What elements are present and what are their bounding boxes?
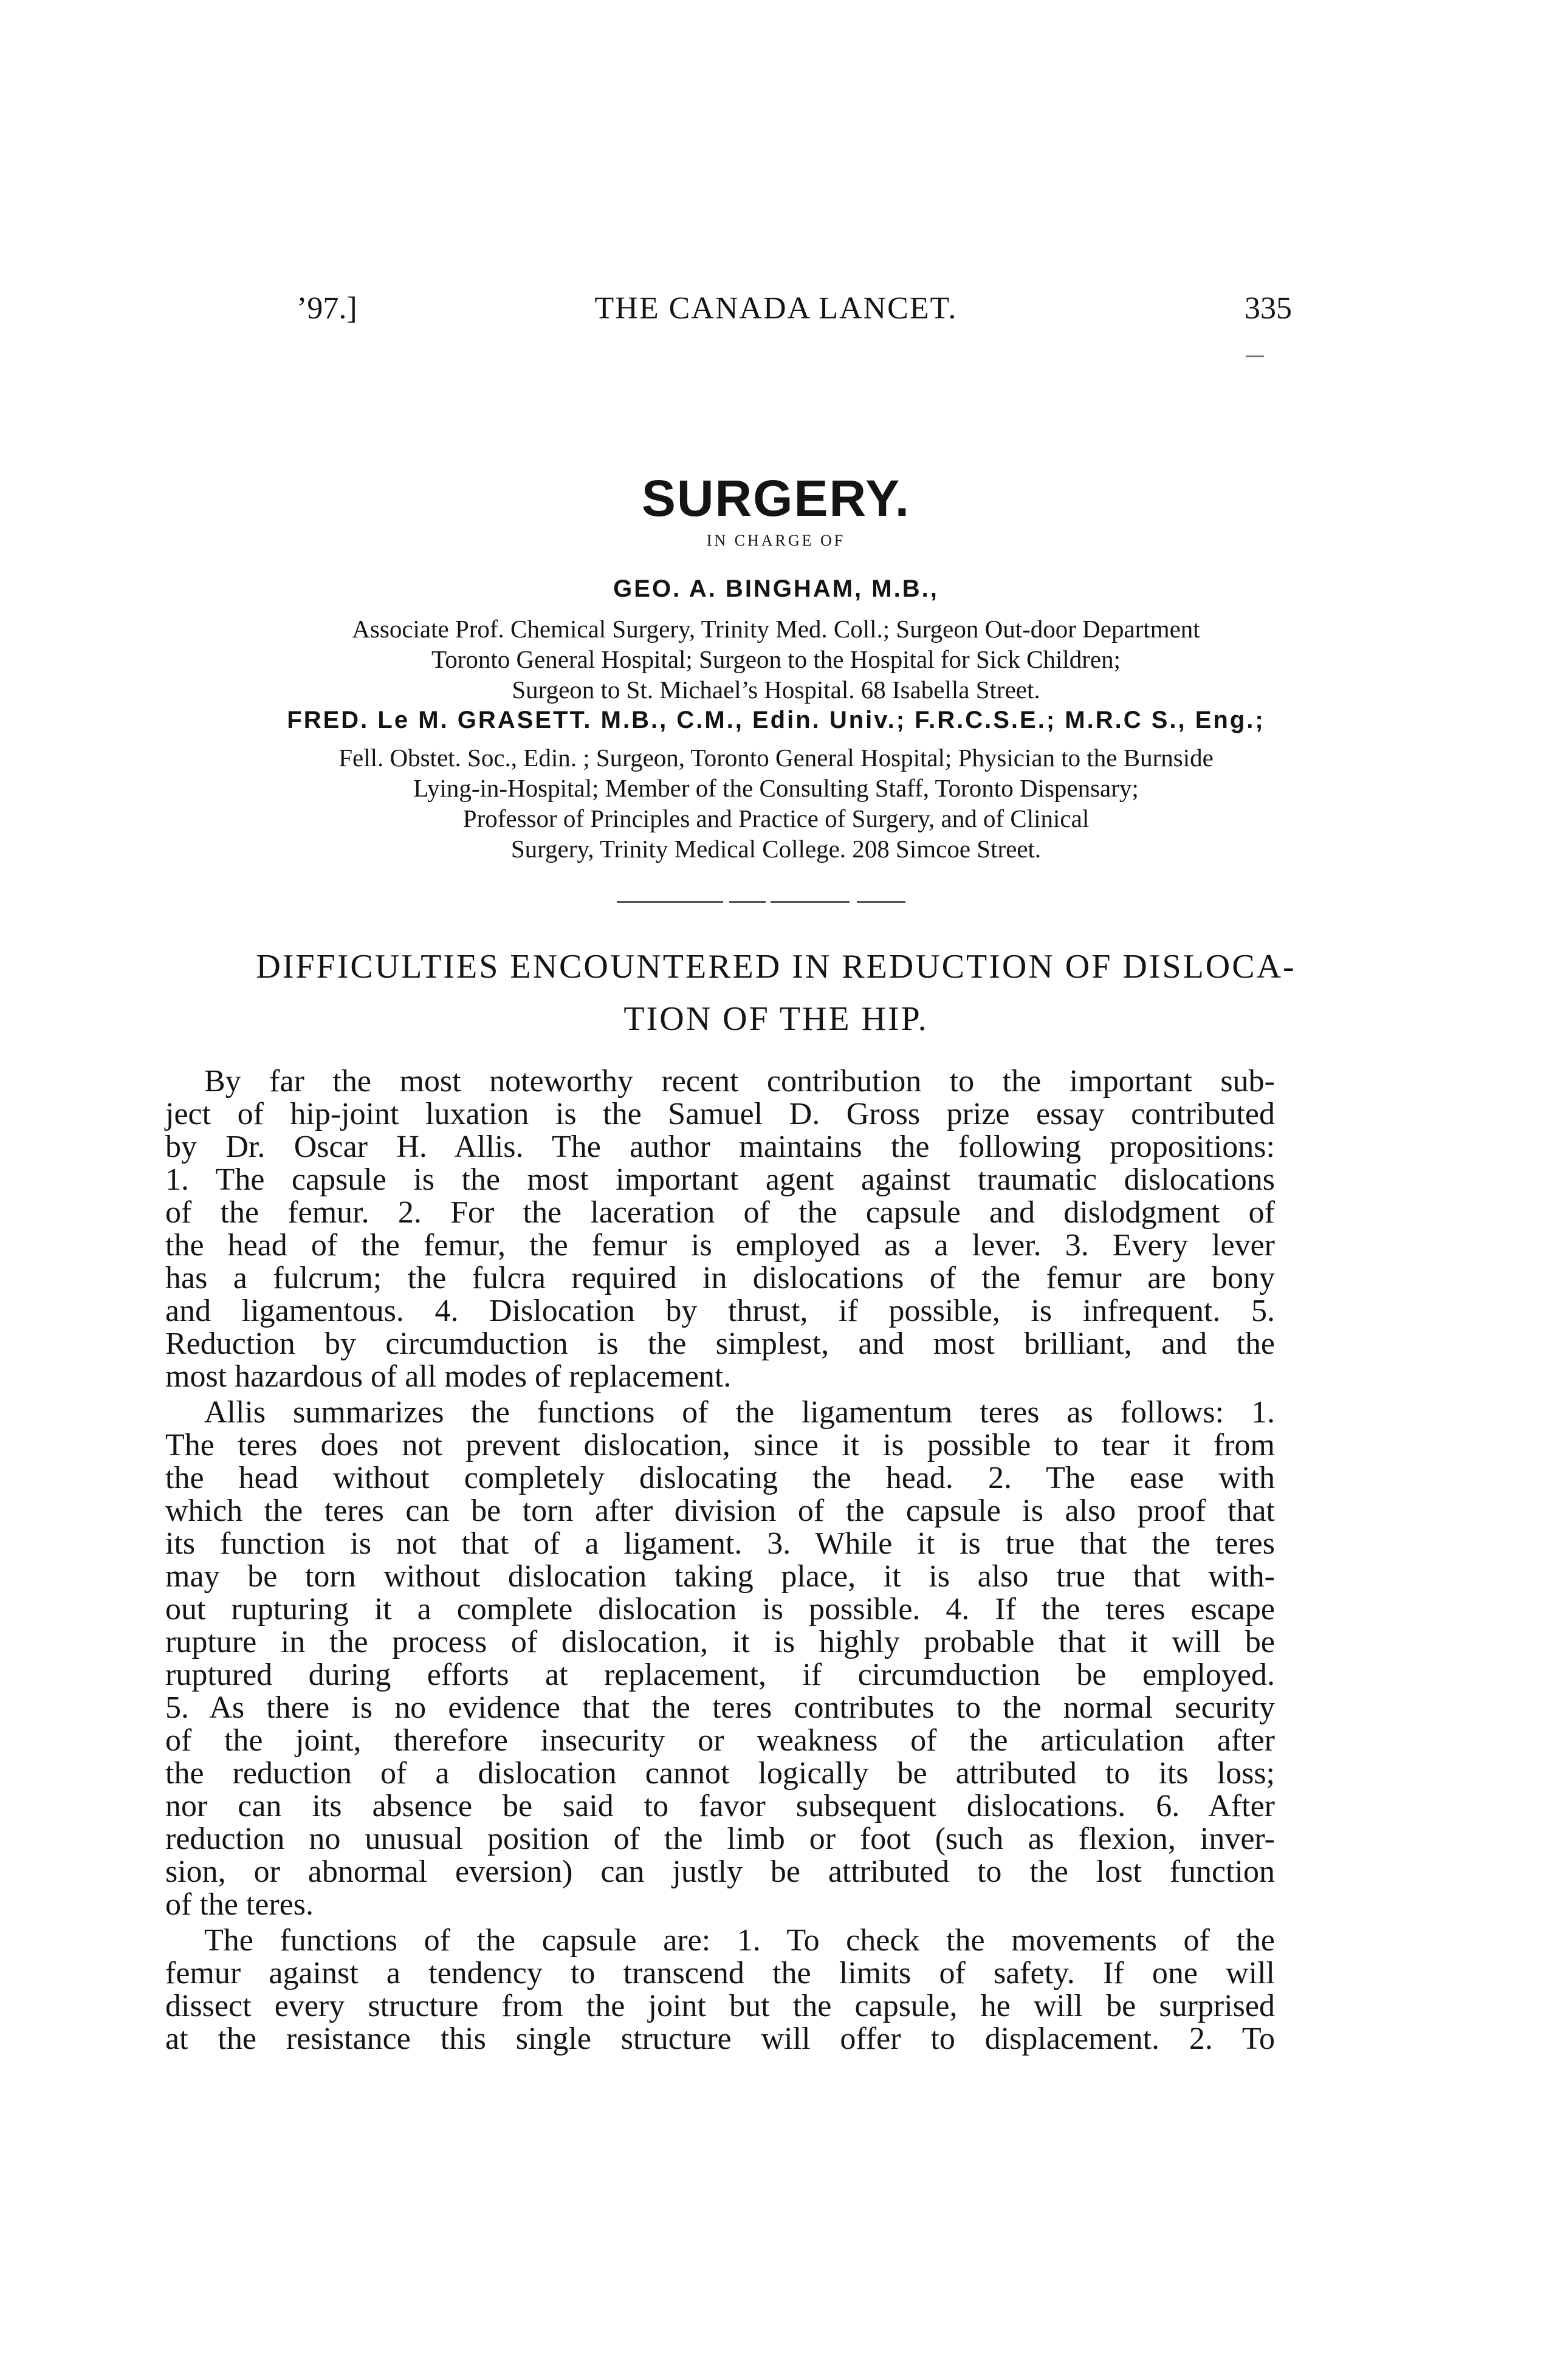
page-number: 335 [1245, 291, 1292, 326]
separator-segment [857, 901, 905, 903]
body-line: The teres does not prevent dislocation, since it is possible to tear it from [165, 1428, 1275, 1463]
separator-segment [771, 901, 850, 903]
journal-title: THE CANADA LANCET. [594, 291, 958, 326]
body-line: rupture in the process of dislocation, it is highly probable that it will be [165, 1625, 1275, 1659]
body-line: of the joint, therefore insecurity or weakness of the articulation after [165, 1723, 1275, 1758]
body-line: of the femur. 2. For the laceration of the capsule and dislodgment of [165, 1195, 1275, 1230]
in-charge-label: IN CHARGE OF [706, 532, 846, 549]
body-line: nor can its absence be said to favor subsequent dislocations. 6. After [165, 1789, 1275, 1823]
body-line: which the teres can be torn after division of the capsule is also proof that [165, 1494, 1275, 1528]
body-line: By far the most noteworthy recent contribution to the important sub- [204, 1064, 1275, 1099]
editor-credentials [0, 742, 1552, 864]
body-line: ruptured during efforts at replacement, if circumduction be employed. [165, 1658, 1275, 1692]
body-line: its function is not that of a ligament. 3. While it is true that the teres [165, 1526, 1275, 1561]
body-line: and ligamentous. 4. Dislocation by thrust, if possible, is infrequent. 5. [165, 1294, 1275, 1328]
body-line: ject of hip-joint luxation is the Samuel D. Gross prize essay contributed [165, 1097, 1275, 1131]
credential-line: Associate Prof. Chemical Surgery, Trinity Med. Coll.; Surgeon Out-door Department [352, 615, 1200, 643]
body-line: femur against a tendency to transcend the limits of safety. If one will [165, 1956, 1275, 1991]
body-line: Allis summarizes the functions of the ligamentum teres as follows: 1. [204, 1395, 1275, 1430]
body-line: dissect every structure from the joint but the capsule, he will be surprised [165, 1989, 1275, 2023]
body-line: at the resistance this single structure will offer to displacement. 2. To [165, 2022, 1275, 2056]
body-line: has a fulcrum; the fulcra required in dislocations of the femur are bony [165, 1261, 1275, 1295]
body-line: most hazardous of all modes of replacement. [165, 1359, 732, 1394]
section-title: SURGERY. [641, 470, 911, 527]
separator-segment [617, 901, 723, 903]
credential-line: Surgeon to St. Michael’s Hospital. 68 Isabella Street. [512, 676, 1040, 704]
credential-line: Toronto General Hospital; Surgeon to the Hospital for Sick Children; [431, 645, 1121, 673]
credential-line: Surgery, Trinity Medical College. 208 Simcoe Street. [510, 835, 1042, 863]
body-line: the head without completely dislocating the head. 2. The ease with [165, 1461, 1275, 1495]
body-line: out rupturing it a complete dislocation is possible. 4. If the teres escape [165, 1592, 1275, 1627]
body-line: reduction no unusual position of the limb or foot (such as flexion, inver- [165, 1822, 1275, 1856]
editor-credentials [0, 614, 1552, 705]
credential-line: Professor of Principles and Practice of Surgery, and of Clinical [462, 804, 1090, 832]
body-line: by Dr. Oscar H. Allis. The author maintains the following propositions: [165, 1130, 1275, 1164]
body-line: the reduction of a dislocation cannot logically be attributed to its loss; [165, 1756, 1275, 1791]
body-line: the head of the femur, the femur is employed as a lever. 3. Every lever [165, 1228, 1275, 1263]
body-line: 1. The capsule is the most important agent against traumatic dislocations [165, 1162, 1275, 1197]
article-title [0, 941, 1552, 1045]
body-line: of the teres. [165, 1887, 314, 1922]
credential-line: Fell. Obstet. Soc., Edin. ; Surgeon, Toronto General Hospital; Physician to the Burnside [338, 744, 1214, 772]
body-line: 5. As there is no evidence that the teres contributes to the normal security [165, 1690, 1275, 1725]
body-line: Reduction by circumduction is the simplest, and most brilliant, and the [165, 1326, 1275, 1361]
article-title-line: TION OF THE HIP. [623, 1000, 929, 1038]
body-line: sion, or abnormal eversion) can justly be attributed to the lost function [165, 1854, 1275, 1889]
credential-line: Lying-in-Hospital; Member of the Consulting Staff, Toronto Dispensary; [413, 774, 1139, 802]
header-dash-mark [1246, 355, 1264, 357]
body-line: The functions of the capsule are: 1. To check the movements of the [204, 1923, 1275, 1958]
header-volume-year: ’97.] [297, 291, 357, 326]
editor-name: FRED. Le M. GRASETT. M.B., C.M., Edin. Univ.; F.R.C.S.E.; M.R.C S., Eng.; [287, 707, 1265, 733]
article-title-line: DIFFICULTIES ENCOUNTERED IN REDUCTION OF DISLOCA- [256, 948, 1296, 986]
editor-name: GEO. A. BINGHAM, M.B., [613, 575, 939, 602]
separator-segment [729, 901, 766, 903]
body-line: may be torn without dislocation taking place, it is also true that with- [165, 1559, 1275, 1594]
